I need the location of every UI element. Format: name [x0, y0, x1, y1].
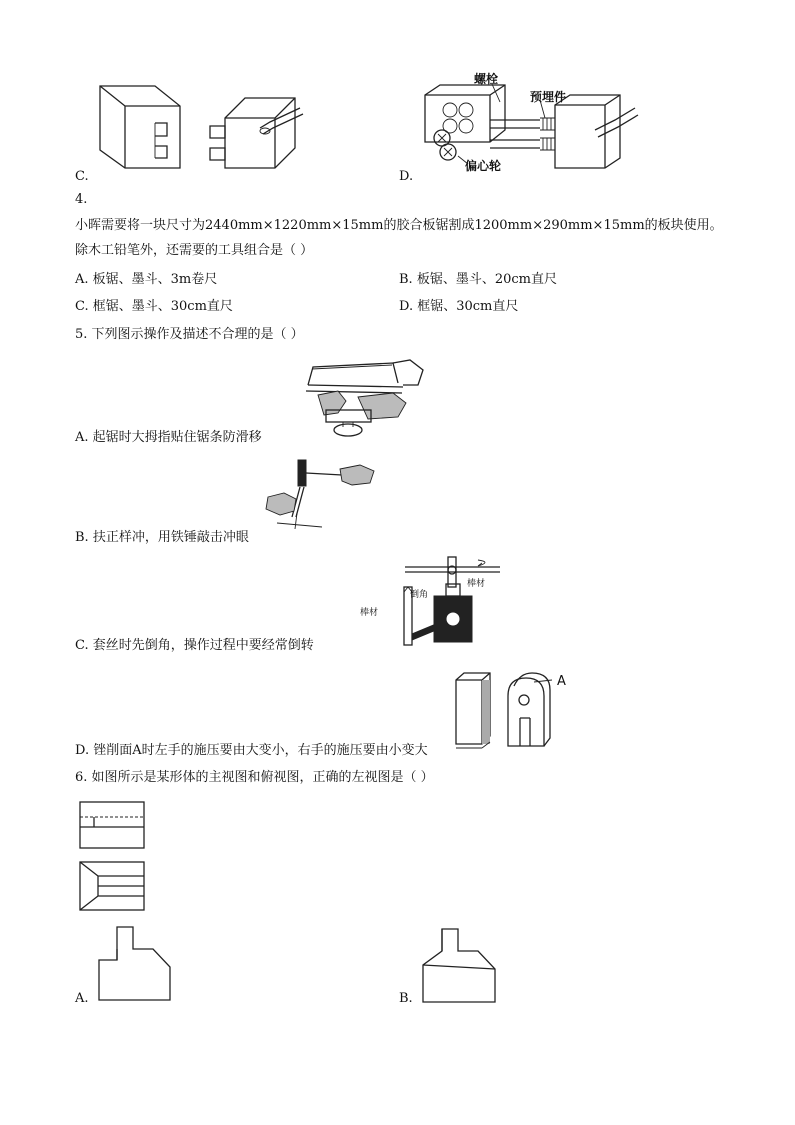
- q5-option-b: B. 扶正样冲，用铁锤敲击冲眼: [75, 530, 249, 545]
- q5-option-a: A. 起锯时大拇指贴住锯条防滑移: [75, 430, 262, 445]
- q5-figure-c-die-threading: [350, 552, 500, 652]
- q3-fig-d-eccentric-label: 偏心轮: [465, 159, 502, 173]
- q4-number: 4.: [75, 192, 88, 207]
- q6-option-b-label: B.: [399, 991, 413, 1006]
- q5-stem: 5. 下列图示操作及描述不合理的是（ ）: [75, 327, 304, 342]
- q5-figure-b-center-punch: [262, 455, 382, 535]
- q3-figure-c: [95, 78, 315, 178]
- q4-stem-line1: 小晖需要将一块尺寸为2440mm×1220mm×15mm的胶合板锯割成1200mm×290mm×15mm的板块使用。: [75, 218, 723, 233]
- q6-option-a-figure: [95, 925, 175, 1005]
- q3-option-d-label: D.: [399, 169, 414, 184]
- q5-option-d: D. 锉削面A时左手的施压要由大变小，右手的施压要由小变大: [75, 743, 428, 758]
- q5-fig-c-rod-left-label: 棒材: [360, 608, 379, 618]
- q4-option-a: A. 板锯、墨斗、3m卷尺: [75, 272, 218, 287]
- q5-figure-a-hacksaw: [298, 355, 428, 440]
- q3-fig-d-embedded-label: 预埋件: [530, 90, 567, 104]
- q3-option-c-label: C.: [75, 169, 89, 184]
- q4-stem-line2: 除木工铅笔外，还需要的工具组合是（ ）: [75, 243, 314, 258]
- q6-front-view: [78, 800, 148, 850]
- q4-option-c: C. 框锯、墨斗、30cm直尺: [75, 299, 233, 314]
- q3-figure-d: [420, 70, 645, 178]
- q4-option-b: B. 板锯、墨斗、20cm直尺: [399, 272, 557, 287]
- q5-fig-d-face-label: A: [557, 674, 566, 689]
- q5-option-c: C. 套丝时先倒角，操作过程中要经常倒转: [75, 638, 314, 653]
- q6-option-a-label: A.: [75, 991, 89, 1006]
- q6-stem: 6. 如图所示是某形体的主视图和俯视图，正确的左视图是（ ）: [75, 770, 434, 785]
- q5-fig-c-rod-top-label: 棒材: [467, 579, 486, 589]
- q3-fig-d-bolt-label: 螺栓: [474, 72, 499, 86]
- q6-top-view: [78, 860, 148, 912]
- q5-figure-d-filing: [452, 668, 567, 753]
- q6-option-b-figure: [420, 927, 500, 1007]
- q5-fig-c-chamfer-label: 倒角: [410, 590, 429, 600]
- q4-option-d: D. 框锯、30cm直尺: [399, 299, 519, 314]
